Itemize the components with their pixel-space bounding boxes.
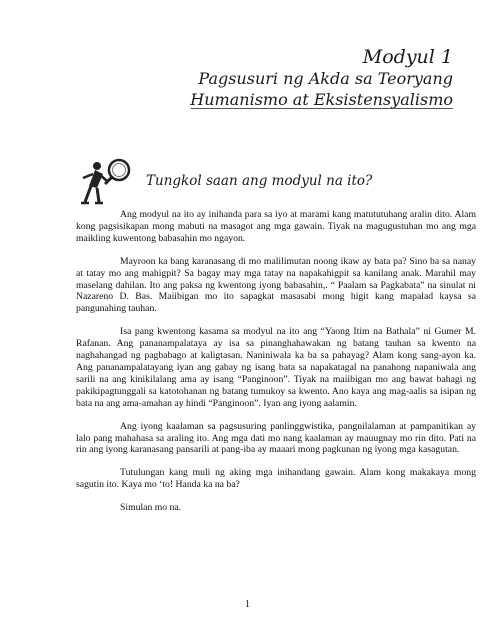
page-number: 1 <box>245 599 250 610</box>
module-title-line-2: Humanismo at Eksistensyalismo <box>190 90 453 109</box>
paragraph-2: Mayroon ka bang karanasang di mo malilimutan noong ikaw ay bata pa? Sino ba sa nanay at tatay mo ang mahigpit? Sa bagay may mga tatay na napakahigpit sa kanilang anak. Marahil may maselang dahilan. Ito ang paksa ng kwentong iyong babasahin,. “ Paalam sa Pagkabata” na sinulat ni Nazareno D. Bas. Maiibigan mo ito sapagkat masasabi mong higit kang mapalad kaysa sa pangunahing tauhan. <box>76 255 476 315</box>
section-title: Tungkol saan ang modyul na ito? <box>146 173 373 189</box>
section-heading <box>75 156 455 206</box>
magnifying-glass-mascot-icon <box>75 156 135 206</box>
module-title-line-1: Pagsusuri ng Akda sa Teoryang <box>198 69 453 88</box>
header-underline <box>191 108 453 109</box>
module-number: Modyul 1 <box>362 46 453 68</box>
module-header <box>190 46 453 110</box>
paragraph-5: Tutulungan kang muli ng aking mga inihandang gawain. Alam kong makakaya mong sagutin ito. Kaya mo ‘to! Handa ka na ba? <box>76 467 476 491</box>
paragraph-3: Isa pang kwentong kasama sa modyul na ito ang “Yaong Itim na Bathala” ni Gumer M. Rafanan. Ang pananampalataya ay isa sa pinanghahawakan ng batang tauhan sa kwento na naghahangad ng pagbabago at kaligtasan. Naniniwala ka ba sa pahayag? Alam kong sang-ayon ka. Ang pananampalatayang iyan ang gabay ng isang bata sa napakatagal na panahong napaniwala ang sarili na ang kinikilalang ama ay isang “Panginoon”. Tiyak na maiibigan mo ang bawat bahagi ng pakikipagtunggali sa katotohanan ng batang tumukoy sa kwento. Ano kaya ang mag-aalis sa isipan ng bata na ang ama-amahan ay hindi “Panginoon”. Iyan ang iyong aalamin. <box>76 326 476 409</box>
closing-line: Simulan mo na. <box>120 502 182 514</box>
paragraph-4: Ang iyong kaalaman sa pagsusuring panlinggwistika, pangnilalaman at pampanitikan ay lalo pang mahahasa sa araling ito. Ang mga dati mo nang kaalaman ay mauugnay mo rin dito. Pati na rin ang iyong karanasang pansarili at pang-iba ay maaari mong pagkunan ng iyong mga kasagutan. <box>76 420 476 456</box>
body-text <box>76 209 476 525</box>
paragraph-1: Ang modyul na ito ay inihanda para sa iyo at marami kang matututuhang aralin dito. Alam kong pagsisikapan mong mabuti na masagot ang mga gawain. Tiyak na magugustuhan mo ang mga maikling kuwentong babasahin mo ngayon. <box>76 209 476 244</box>
